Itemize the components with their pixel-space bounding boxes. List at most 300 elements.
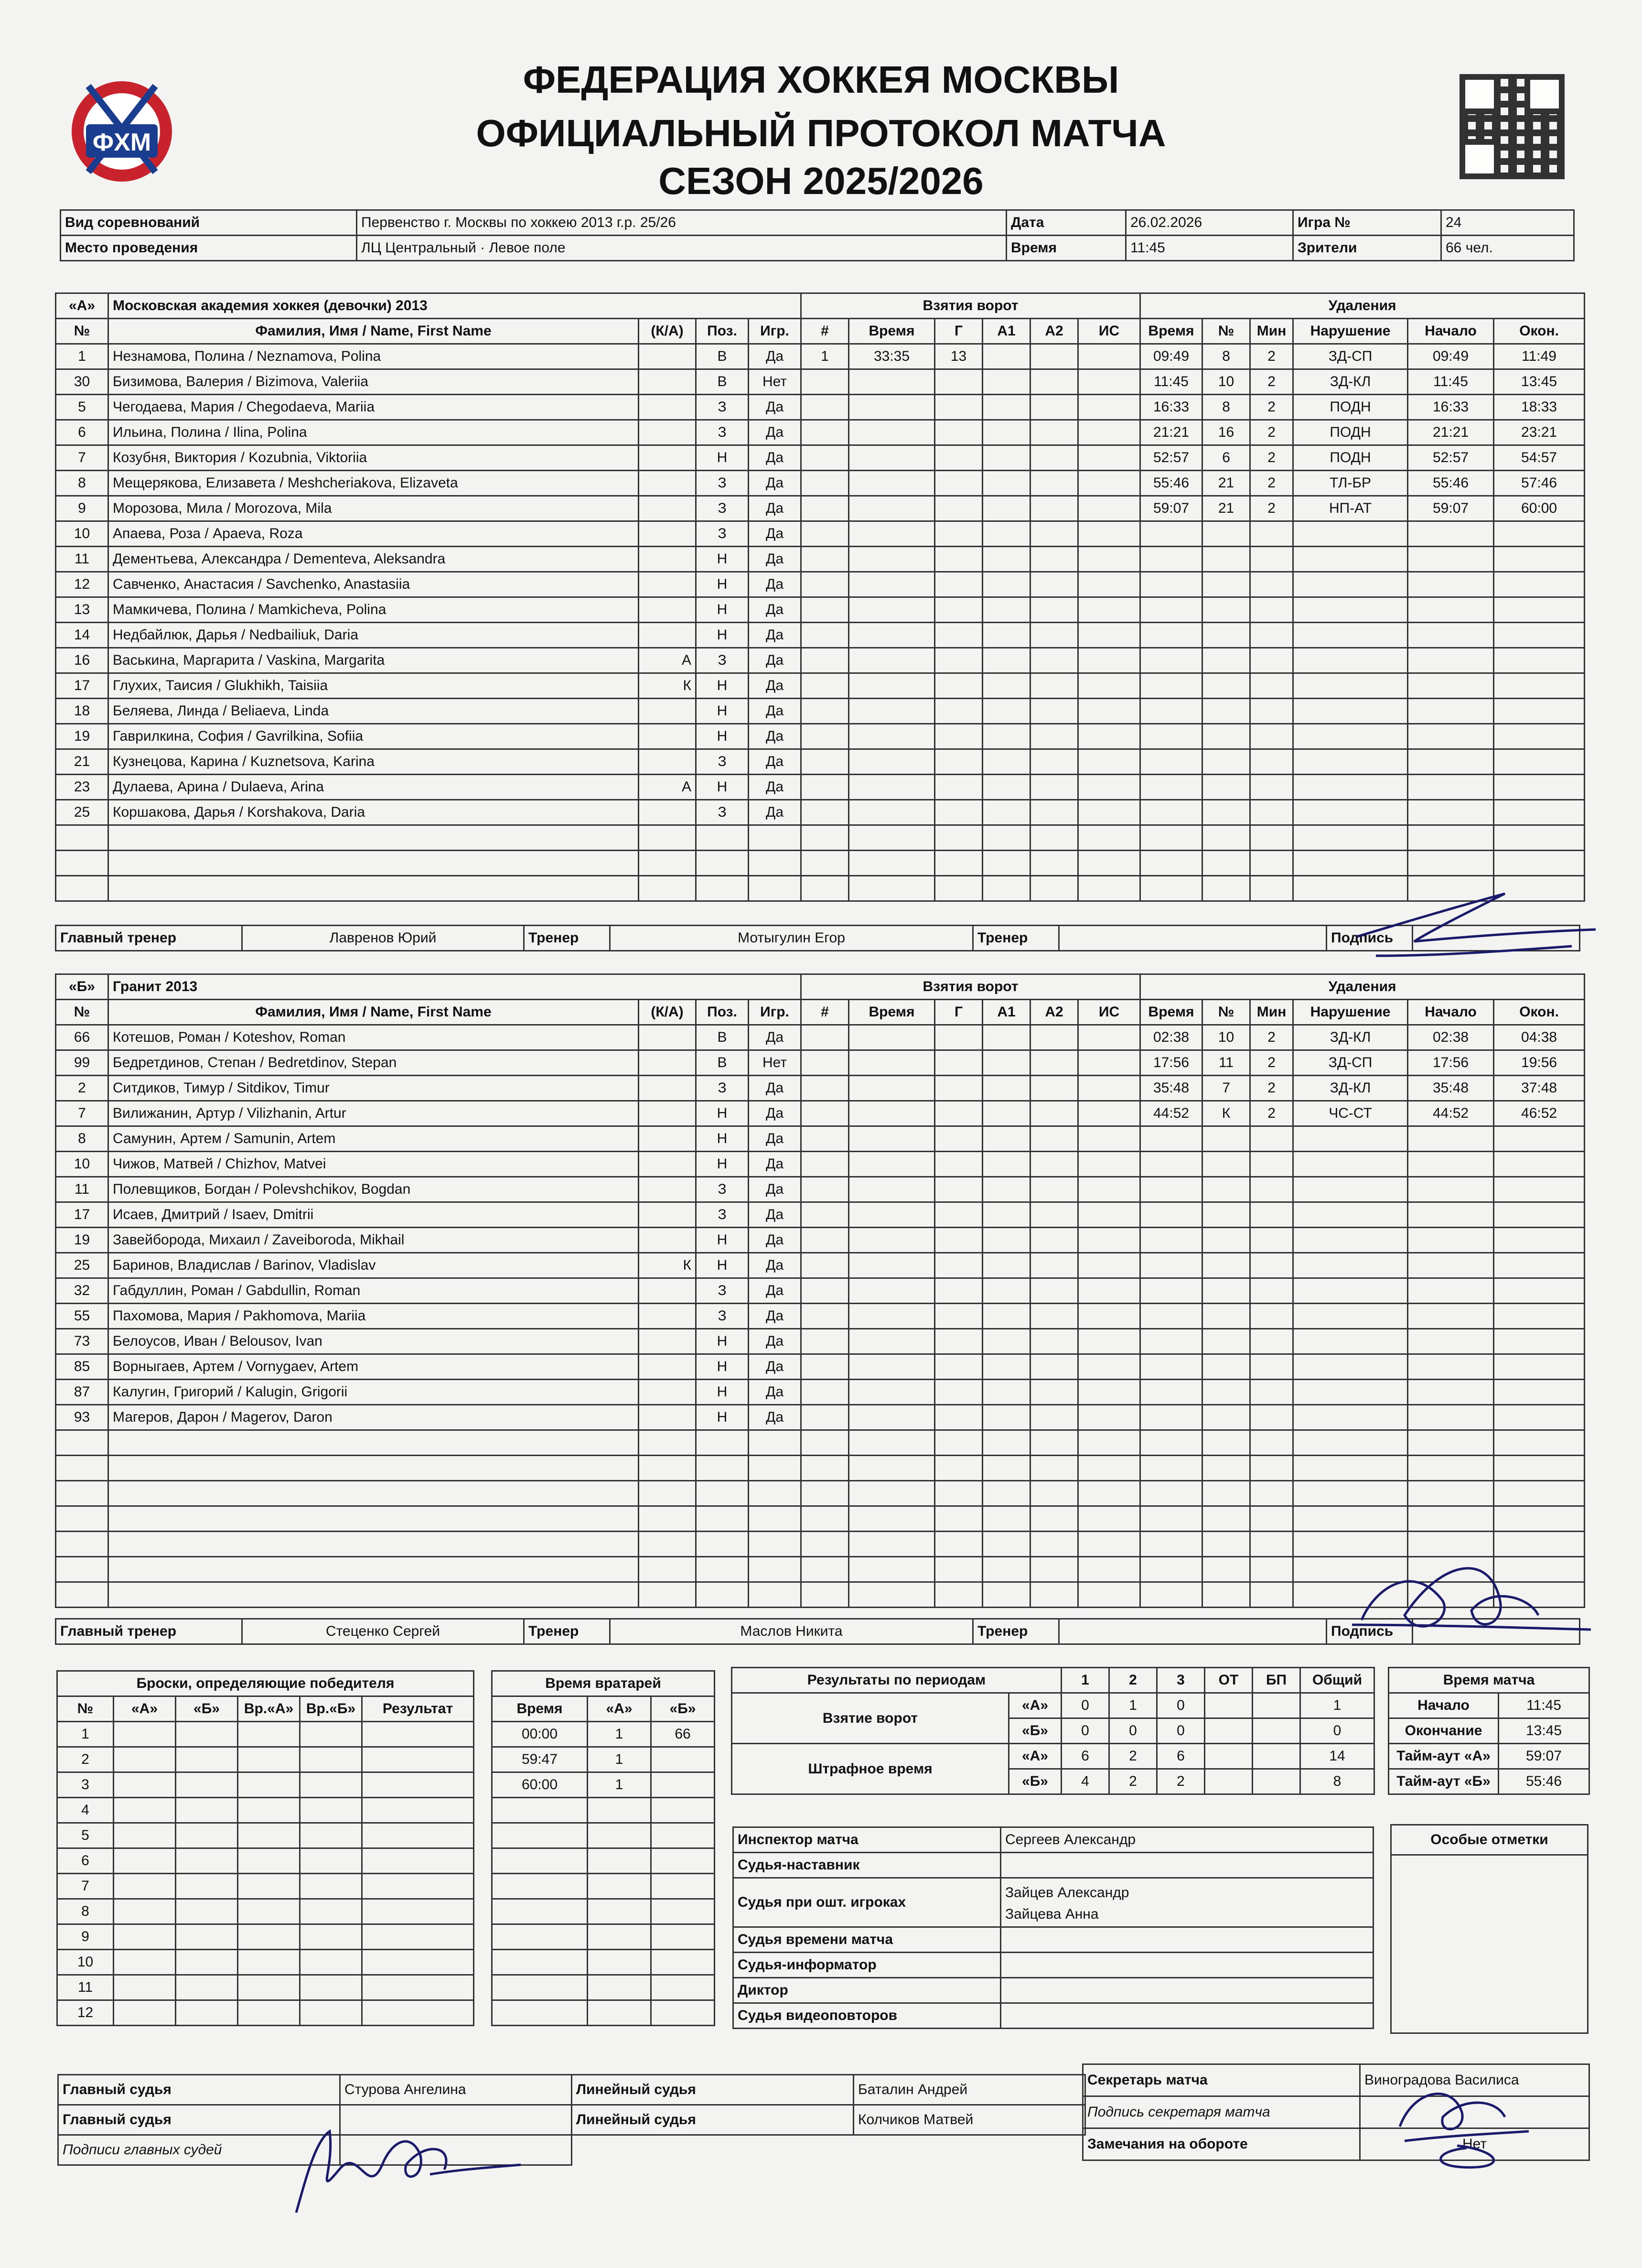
goalie-time-a	[588, 1950, 651, 1975]
shootout-cell	[176, 1924, 238, 1950]
team_b-goal-g	[935, 1050, 983, 1076]
team_b-player-no: 32	[56, 1278, 108, 1304]
team_a-penalty-no: 10	[1202, 369, 1250, 395]
team_b-penalty-start: 44:52	[1408, 1101, 1494, 1126]
team_b-penalty-min: 2	[1250, 1101, 1293, 1126]
team_b-player-name: Ситдиков, Тимур / Sitdikov, Timur	[108, 1076, 639, 1101]
team_b-player-ka	[639, 1228, 696, 1253]
team_a-penalty-min: 2	[1250, 369, 1293, 395]
shootout-cell	[300, 1924, 362, 1950]
periods-title: Результаты по периодам	[732, 1668, 1062, 1693]
team_a-penalty-no	[1202, 547, 1250, 572]
team_a-row	[56, 521, 1585, 547]
team_b-penalty-time	[1140, 1126, 1202, 1152]
team_b-goal-g	[935, 1430, 983, 1456]
team_a-player-pos	[696, 825, 749, 851]
team_b-player-pos: З	[696, 1278, 749, 1304]
team_a-header-g_a2: А2	[1030, 319, 1078, 344]
team_b-player-name: Завейборода, Михаил / Zaveiboroda, Mikhail	[108, 1228, 639, 1253]
team_b-player-played	[749, 1557, 801, 1582]
team_a-player-played: Нет	[749, 369, 801, 395]
team_b-goal-g	[935, 1202, 983, 1228]
shootout-cell	[300, 1874, 362, 1899]
team_a-goal-num	[801, 876, 849, 901]
team_a-player-ka	[639, 851, 696, 876]
venue-label: Место проведения	[61, 236, 357, 261]
shootout-cell	[114, 1924, 176, 1950]
team_b-penalty-end	[1494, 1405, 1585, 1430]
team_b-goal-num	[801, 1481, 849, 1506]
team_a-player-pos: В	[696, 344, 749, 369]
shootout-cell	[176, 2000, 238, 2026]
team_b-header-g_a1: А1	[983, 1000, 1030, 1025]
team_a-penalty-end: 54:57	[1494, 445, 1585, 471]
team_b-penalty-time	[1140, 1152, 1202, 1177]
team_a-player-ka: А	[639, 775, 696, 800]
team-b-coach-signature	[1347, 1544, 1596, 1653]
team_b-player-name: Чижов, Матвей / Chizhov, Matvei	[108, 1152, 639, 1177]
periods-value	[1253, 1769, 1300, 1794]
shootout-header: Вр.«Б»	[300, 1696, 362, 1722]
official-name: Сергеев Александр	[1001, 1827, 1374, 1853]
goalie-time-row	[492, 1772, 715, 1798]
team_a-player-no: 25	[56, 800, 108, 825]
team-b-trainer: Маслов Никита	[610, 1619, 973, 1644]
team_b-penalty-no	[1202, 1253, 1250, 1278]
team_b-goal-num	[801, 1025, 849, 1050]
team-a-coach-signature	[1347, 884, 1615, 965]
team_a-penalty-time	[1140, 851, 1202, 876]
remarks-value: Нет	[1360, 2128, 1589, 2160]
team_b-tag: «Б»	[56, 974, 108, 1000]
team_a-player-played: Да	[749, 623, 801, 648]
secretary-label: Секретарь матча	[1083, 2064, 1360, 2096]
team_a-goal-is	[1078, 420, 1140, 445]
team_b-player-ka	[639, 1304, 696, 1329]
goalie-time-a: 1	[588, 1722, 651, 1747]
team_b-player-pos: Н	[696, 1405, 749, 1430]
shootout-header: «А»	[114, 1696, 176, 1722]
team_b-goal-a1	[983, 1050, 1030, 1076]
team_b-penalty-no	[1202, 1202, 1250, 1228]
team_a-penalties-title: Удаления	[1140, 293, 1585, 319]
team_a-player-no: 30	[56, 369, 108, 395]
team_a-header-p_end: Окон.	[1494, 319, 1585, 344]
team_b-goal-is	[1078, 1506, 1140, 1532]
periods-header: 2	[1109, 1668, 1157, 1693]
team_a-goal-num	[801, 547, 849, 572]
team_b-player-ka	[639, 1202, 696, 1228]
periods-header: 3	[1157, 1668, 1205, 1693]
goalie-time-b	[651, 1950, 715, 1975]
team_b-player-name: Ворныгаев, Артем / Vornygaev, Artem	[108, 1354, 639, 1380]
shootout-cell	[114, 1848, 176, 1874]
secretary-name: Виноградова Василиса	[1360, 2064, 1589, 2096]
team_b-penalty-time	[1140, 1278, 1202, 1304]
team_b-goal-is	[1078, 1481, 1140, 1506]
team_b-goal-g	[935, 1152, 983, 1177]
shootout-cell	[238, 1899, 300, 1924]
team_b-row	[56, 1456, 1585, 1481]
team_a-goal-a2	[1030, 521, 1078, 547]
team-b-coach: Стеценко Сергей	[242, 1619, 524, 1644]
team_a-goal-g	[935, 851, 983, 876]
team_b-penalty-inf	[1293, 1456, 1408, 1481]
team_a-team-name: Московская академия хоккея (девочки) 2013	[108, 293, 801, 319]
periods-team-tag: «Б»	[1009, 1769, 1062, 1794]
team_b-goal-g	[935, 1456, 983, 1481]
team_a-penalty-min	[1250, 775, 1293, 800]
team_b-player-played	[749, 1532, 801, 1557]
team_b-player-pos: З	[696, 1177, 749, 1202]
game-label: Игра №	[1293, 210, 1441, 236]
shootout-cell	[176, 1874, 238, 1899]
team_a-player-no: 5	[56, 395, 108, 420]
secretary-signature	[1385, 2069, 1538, 2170]
team_a-player-name: Глухих, Таисия / Glukhikh, Taisiia	[108, 673, 639, 699]
team_b-header-g_time: Время	[849, 1000, 935, 1025]
team_a-goal-is	[1078, 496, 1140, 521]
team_a-goal-a1	[983, 724, 1030, 749]
team_a-penalty-time: 11:45	[1140, 369, 1202, 395]
team_a-goal-time	[849, 876, 935, 901]
team_a-penalty-start: 11:45	[1408, 369, 1494, 395]
match-time-row	[1389, 1744, 1589, 1769]
team_a-player-name: Козубня, Виктория / Kozubnia, Viktoriia	[108, 445, 639, 471]
team_b-penalty-min	[1250, 1152, 1293, 1177]
team-a-trainer2-label: Тренер	[973, 926, 1059, 951]
team_a-goal-a2	[1030, 445, 1078, 471]
team_b-player-ka	[639, 1532, 696, 1557]
shootout-cell	[362, 1899, 474, 1924]
team_a-player-played: Да	[749, 395, 801, 420]
goalie-time-b	[651, 1772, 715, 1798]
team_b-goal-is	[1078, 1076, 1140, 1101]
team_b-penalty-start: 02:38	[1408, 1025, 1494, 1050]
team_a-player-name: Дулаева, Арина / Dulaeva, Arina	[108, 775, 639, 800]
team-a-sign-label: Подпись	[1327, 926, 1413, 951]
team_a-goal-a1	[983, 369, 1030, 395]
official-label: Судья видеоповторов	[733, 2003, 1001, 2029]
team_b-player-name: Исаев, Дмитрий / Isaev, Dmitrii	[108, 1202, 639, 1228]
team_b-goal-time	[849, 1532, 935, 1557]
goalie-time-row	[492, 1975, 715, 2000]
team_a-goal-num	[801, 572, 849, 597]
match-time-label: Тайм-аут «А»	[1389, 1744, 1499, 1769]
goalie-time-a	[588, 1899, 651, 1924]
game-value: 24	[1441, 210, 1574, 236]
team_b-player-played: Да	[749, 1025, 801, 1050]
goalie-time-a	[588, 1975, 651, 2000]
shootout-row	[57, 1975, 474, 2000]
team_b-penalty-time: 17:56	[1140, 1050, 1202, 1076]
team_b-penalty-min	[1250, 1532, 1293, 1557]
team_a-penalty-inf	[1293, 623, 1408, 648]
team_a-penalty-inf: ПОДН	[1293, 395, 1408, 420]
team_b-penalty-inf	[1293, 1481, 1408, 1506]
team_b-row	[56, 1101, 1585, 1126]
special-notes-content[interactable]	[1391, 1855, 1588, 2033]
team_a-goal-a1	[983, 445, 1030, 471]
team_b-penalty-inf	[1293, 1430, 1408, 1456]
periods-value: 0	[1300, 1718, 1374, 1744]
goalie-time-a: 1	[588, 1772, 651, 1798]
team_a-goal-g	[935, 825, 983, 851]
team_b-goal-num	[801, 1380, 849, 1405]
team_b-player-played	[749, 1430, 801, 1456]
team_b-penalty-end: 46:52	[1494, 1101, 1585, 1126]
team_a-goal-num	[801, 749, 849, 775]
team_a-player-name: Дементьева, Александра / Dementeva, Aleksandra	[108, 547, 639, 572]
team_b-player-played: Да	[749, 1405, 801, 1430]
team_b-goal-a2	[1030, 1076, 1078, 1101]
team_b-penalty-start	[1408, 1304, 1494, 1329]
team_b-penalty-min	[1250, 1354, 1293, 1380]
penalty-box-judge-1: Зайцев Александр	[1005, 1885, 1129, 1901]
team_b-penalty-min	[1250, 1304, 1293, 1329]
shootout-row	[57, 1874, 474, 1899]
main-referee-signature	[287, 2112, 526, 2227]
team-a-coach: Лавренов Юрий	[242, 926, 524, 951]
goalie-time-time: 60:00	[492, 1772, 588, 1798]
team_b-penalty-min	[1250, 1430, 1293, 1456]
team_a-penalty-inf	[1293, 825, 1408, 851]
team_b-penalty-end	[1494, 1253, 1585, 1278]
goalie-time-b	[651, 1798, 715, 1823]
team_b-goal-time	[849, 1506, 935, 1532]
team_b-penalty-end	[1494, 1304, 1585, 1329]
team_b-goal-g	[935, 1380, 983, 1405]
team_b-goal-is	[1078, 1430, 1140, 1456]
team_a-goal-a1	[983, 648, 1030, 673]
team_a-goal-is	[1078, 623, 1140, 648]
team_b-goal-a1	[983, 1506, 1030, 1532]
team_a-goal-time	[849, 471, 935, 496]
periods-value: 2	[1109, 1769, 1157, 1794]
team_b-player-pos: З	[696, 1304, 749, 1329]
team_a-player-pos	[696, 876, 749, 901]
team_a-penalty-no	[1202, 851, 1250, 876]
goalie-time-row	[492, 1874, 715, 1899]
team_a-penalty-no	[1202, 876, 1250, 901]
team-b-sign-label: Подпись	[1327, 1619, 1413, 1644]
team_a-penalty-time	[1140, 673, 1202, 699]
team_a-penalty-end: 60:00	[1494, 496, 1585, 521]
official-name	[1001, 1978, 1374, 2003]
periods-value	[1253, 1744, 1300, 1769]
team_a-player-ka	[639, 724, 696, 749]
shootout-cell	[238, 1924, 300, 1950]
team_a-player-pos: З	[696, 648, 749, 673]
team_a-penalty-start	[1408, 775, 1494, 800]
team_b-goal-num	[801, 1532, 849, 1557]
team_a-player-name: Ильина, Полина / Ilina, Polina	[108, 420, 639, 445]
team_b-row	[56, 1126, 1585, 1152]
team_b-goal-g	[935, 1532, 983, 1557]
team_b-goal-a2	[1030, 1152, 1078, 1177]
shootout-cell	[176, 1722, 238, 1747]
team_a-penalty-end: 11:49	[1494, 344, 1585, 369]
team_a-goal-a2	[1030, 496, 1078, 521]
team_b-penalty-start	[1408, 1456, 1494, 1481]
team_a-goal-num	[801, 471, 849, 496]
team_b-goal-is	[1078, 1177, 1140, 1202]
team_a-goal-a2	[1030, 851, 1078, 876]
team_a-penalty-min	[1250, 699, 1293, 724]
team_a-player-ka	[639, 395, 696, 420]
team_b-goal-a2	[1030, 1456, 1078, 1481]
team_a-penalty-inf: ТЛ-БР	[1293, 471, 1408, 496]
team_a-penalty-start	[1408, 572, 1494, 597]
team_b-goal-time	[849, 1278, 935, 1304]
team_b-penalty-no: 11	[1202, 1050, 1250, 1076]
team_a-header-p_min: Мин	[1250, 319, 1293, 344]
goalie-time-a	[588, 1924, 651, 1950]
team_b-penalty-inf: ЗД-КЛ	[1293, 1025, 1408, 1050]
team_a-goal-g	[935, 496, 983, 521]
team_b-header-ka: (К/А)	[639, 1000, 696, 1025]
team_a-goal-g	[935, 597, 983, 623]
team_b-goal-is	[1078, 1582, 1140, 1608]
qr-code[interactable]	[1460, 74, 1565, 179]
team_b-penalty-end	[1494, 1152, 1585, 1177]
team_a-penalty-start	[1408, 749, 1494, 775]
team_a-player-played: Да	[749, 445, 801, 471]
team_b-penalty-time	[1140, 1405, 1202, 1430]
team_b-penalty-min	[1250, 1405, 1293, 1430]
team_a-player-no	[56, 876, 108, 901]
goalie-time-row	[492, 1848, 715, 1874]
team_a-goal-num	[801, 825, 849, 851]
team_a-player-no: 14	[56, 623, 108, 648]
team_a-penalty-inf	[1293, 597, 1408, 623]
team_a-player-pos: Н	[696, 699, 749, 724]
shootout-cell	[114, 1823, 176, 1848]
team_b-goal-num	[801, 1430, 849, 1456]
team_a-goal-is	[1078, 876, 1140, 901]
team_a-player-name: Беляева, Линда / Beliaeva, Linda	[108, 699, 639, 724]
official-name	[1001, 1878, 1374, 1927]
official-name	[1001, 1853, 1374, 1878]
team_b-player-pos: Н	[696, 1253, 749, 1278]
team_b-goal-a2	[1030, 1177, 1078, 1202]
goalie-time-row	[492, 1950, 715, 1975]
team_a-header-g_a1: А1	[983, 319, 1030, 344]
team_a-penalty-no	[1202, 673, 1250, 699]
goalie-time-time	[492, 1823, 588, 1848]
team_b-player-pos: Н	[696, 1380, 749, 1405]
team_b-penalty-no	[1202, 1177, 1250, 1202]
spectators-label: Зрители	[1293, 236, 1441, 261]
team_a-goal-a1	[983, 673, 1030, 699]
team_b-player-ka	[639, 1101, 696, 1126]
team_b-penalty-no	[1202, 1430, 1250, 1456]
team_a-goal-time	[849, 699, 935, 724]
team_a-player-name: Незнамова, Полина / Neznamova, Polina	[108, 344, 639, 369]
goalie-time-time	[492, 1950, 588, 1975]
periods-header: 1	[1062, 1668, 1109, 1693]
team_b-player-no: 93	[56, 1405, 108, 1430]
shootout-cell	[300, 1747, 362, 1772]
official-name	[1001, 1927, 1374, 1953]
team_b-goal-a1	[983, 1152, 1030, 1177]
team_b-player-no: 87	[56, 1380, 108, 1405]
shootout-header: «Б»	[176, 1696, 238, 1722]
team_a-goal-a2	[1030, 724, 1078, 749]
line-referee-2: Колчиков Матвей	[854, 2105, 1085, 2135]
team_a-row	[56, 673, 1585, 699]
periods-header: ОТ	[1205, 1668, 1253, 1693]
team_b-penalty-time: 02:38	[1140, 1025, 1202, 1050]
team_b-player-name	[108, 1582, 639, 1608]
periods-row	[732, 1744, 1374, 1769]
team_a-goal-time	[849, 445, 935, 471]
team_a-player-ka	[639, 699, 696, 724]
team_a-player-ka: А	[639, 648, 696, 673]
team_b-player-ka	[639, 1278, 696, 1304]
team_a-penalty-end	[1494, 699, 1585, 724]
team_a-goal-is	[1078, 724, 1140, 749]
team_a-penalty-inf: ПОДН	[1293, 445, 1408, 471]
goalie-time-time	[492, 1975, 588, 2000]
officials-row	[733, 2003, 1374, 2029]
team_b-penalty-no	[1202, 1380, 1250, 1405]
team_b-goal-num	[801, 1582, 849, 1608]
team_a-row	[56, 344, 1585, 369]
goalie-time-b	[651, 1975, 715, 2000]
team_b-penalty-start	[1408, 1253, 1494, 1278]
team_a-header-name: Фамилия, Имя / Name, First Name	[108, 319, 639, 344]
team_a-goal-is	[1078, 800, 1140, 825]
team_a-row	[56, 800, 1585, 825]
team_b-row	[56, 1481, 1585, 1506]
team_a-goal-a1	[983, 496, 1030, 521]
team_b-goal-g	[935, 1228, 983, 1253]
team_b-goal-num	[801, 1354, 849, 1380]
team_a-player-played: Да	[749, 775, 801, 800]
team_a-player-name: Бизимова, Валерия / Bizimova, Valeriia	[108, 369, 639, 395]
period-results-table	[731, 1667, 1375, 1795]
goalie-time-row	[492, 1823, 715, 1848]
goalie-time-time	[492, 1924, 588, 1950]
team_b-goal-a1	[983, 1380, 1030, 1405]
periods-value	[1253, 1693, 1300, 1718]
team_a-player-played: Да	[749, 648, 801, 673]
team_b-penalty-min: 2	[1250, 1050, 1293, 1076]
team_a-goal-time	[849, 749, 935, 775]
team_a-goal-is	[1078, 521, 1140, 547]
shootout-cell	[362, 1747, 474, 1772]
shootout-cell	[362, 1772, 474, 1798]
team_b-goal-is	[1078, 1380, 1140, 1405]
team_b-penalty-no	[1202, 1126, 1250, 1152]
periods-value: 6	[1062, 1744, 1109, 1769]
shootout-cell	[362, 1874, 474, 1899]
team_b-goal-a1	[983, 1557, 1030, 1582]
team_a-goal-g	[935, 648, 983, 673]
team_b-penalty-no	[1202, 1506, 1250, 1532]
team_b-penalty-time	[1140, 1456, 1202, 1481]
secretary-sign-label: Подпись секретаря матча	[1083, 2096, 1360, 2128]
team_a-player-played: Да	[749, 496, 801, 521]
team_b-penalty-time	[1140, 1304, 1202, 1329]
team_b-goal-a2	[1030, 1126, 1078, 1152]
team_b-player-name	[108, 1456, 639, 1481]
team_a-player-no: 13	[56, 597, 108, 623]
team_b-goal-a2	[1030, 1582, 1078, 1608]
shootout-cell	[114, 1798, 176, 1823]
shootout-row-number: 8	[57, 1899, 114, 1924]
